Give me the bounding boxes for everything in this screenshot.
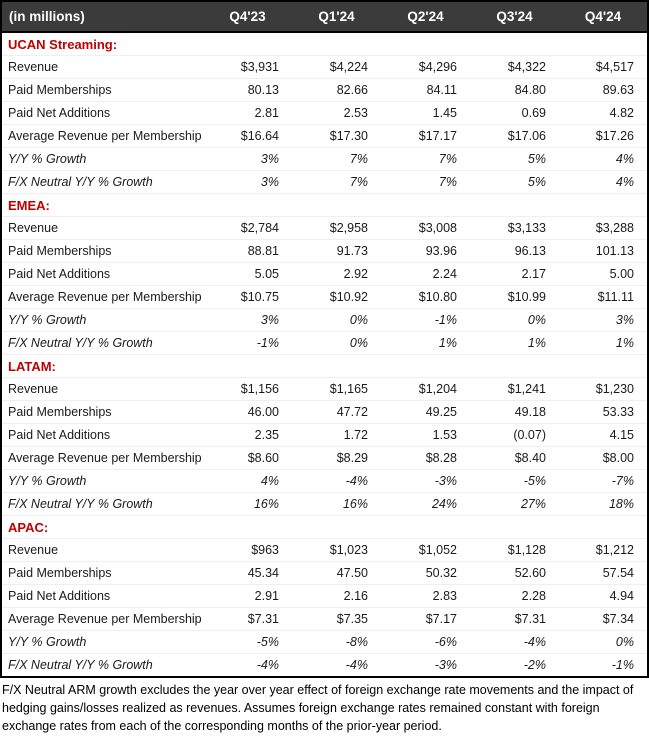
value-cell: -5% xyxy=(470,470,559,493)
table-row xyxy=(1,493,648,516)
value-cell: 4% xyxy=(559,148,648,171)
value-cell: 0% xyxy=(470,309,559,332)
value-cell: $10.92 xyxy=(292,286,381,309)
value-cell: (0.07) xyxy=(470,424,559,447)
value-cell: 16% xyxy=(203,493,292,516)
value-cell: 1% xyxy=(381,332,470,355)
value-cell: 3% xyxy=(203,148,292,171)
value-cell: 2.24 xyxy=(381,263,470,286)
value-cell: 2.35 xyxy=(203,424,292,447)
table-row xyxy=(1,148,648,171)
value-cell: 7% xyxy=(381,171,470,194)
value-cell: 2.28 xyxy=(470,585,559,608)
value-cell: $1,212 xyxy=(559,539,648,562)
value-cell: -8% xyxy=(292,631,381,654)
value-cell: 45.34 xyxy=(203,562,292,585)
row-label: Average Revenue per Membership xyxy=(1,608,203,631)
value-cell: 47.50 xyxy=(292,562,381,585)
row-label: Paid Memberships xyxy=(1,79,203,102)
value-cell: 2.92 xyxy=(292,263,381,286)
value-cell: $1,165 xyxy=(292,378,381,401)
value-cell: $10.80 xyxy=(381,286,470,309)
value-cell: 53.33 xyxy=(559,401,648,424)
column-header-q2-24: Q2'24 xyxy=(381,1,470,32)
row-label: F/X Neutral Y/Y % Growth xyxy=(1,332,203,355)
value-cell: 18% xyxy=(559,493,648,516)
value-cell: -4% xyxy=(292,470,381,493)
value-cell: $7.31 xyxy=(470,608,559,631)
table-row xyxy=(1,562,648,585)
value-cell: $10.99 xyxy=(470,286,559,309)
value-cell: 84.80 xyxy=(470,79,559,102)
section-title: UCAN Streaming: xyxy=(1,32,648,56)
value-cell: $17.06 xyxy=(470,125,559,148)
row-label: Paid Memberships xyxy=(1,240,203,263)
value-cell: 2.16 xyxy=(292,585,381,608)
table-row xyxy=(1,102,648,125)
value-cell: $2,784 xyxy=(203,217,292,240)
table-row xyxy=(1,631,648,654)
value-cell: 0% xyxy=(292,332,381,355)
value-cell: 2.53 xyxy=(292,102,381,125)
value-cell: 49.25 xyxy=(381,401,470,424)
value-cell: 5.00 xyxy=(559,263,648,286)
section-title: EMEA: xyxy=(1,194,648,217)
row-label: Revenue xyxy=(1,56,203,79)
value-cell: 24% xyxy=(381,493,470,516)
value-cell: -3% xyxy=(381,470,470,493)
value-cell: 52.60 xyxy=(470,562,559,585)
row-label: Y/Y % Growth xyxy=(1,631,203,654)
row-label: Y/Y % Growth xyxy=(1,470,203,493)
table-row xyxy=(1,240,648,263)
units-label: (in millions) xyxy=(1,1,203,32)
value-cell: 80.13 xyxy=(203,79,292,102)
value-cell: 4.82 xyxy=(559,102,648,125)
value-cell: $1,156 xyxy=(203,378,292,401)
row-label: Revenue xyxy=(1,217,203,240)
value-cell: 91.73 xyxy=(292,240,381,263)
value-cell: 93.96 xyxy=(381,240,470,263)
table-row xyxy=(1,424,648,447)
table-row xyxy=(1,585,648,608)
value-cell: $10.75 xyxy=(203,286,292,309)
value-cell: $963 xyxy=(203,539,292,562)
section-header-row xyxy=(1,516,648,539)
value-cell: -4% xyxy=(470,631,559,654)
value-cell: 1.53 xyxy=(381,424,470,447)
value-cell: -6% xyxy=(381,631,470,654)
table-row xyxy=(1,539,648,562)
row-label: Paid Net Additions xyxy=(1,424,203,447)
column-header-q4-24: Q4'24 xyxy=(559,1,648,32)
row-label: Paid Memberships xyxy=(1,401,203,424)
value-cell: 5% xyxy=(470,171,559,194)
column-header-q3-24: Q3'24 xyxy=(470,1,559,32)
row-label: Average Revenue per Membership xyxy=(1,286,203,309)
value-cell: 4% xyxy=(203,470,292,493)
value-cell: 2.17 xyxy=(470,263,559,286)
value-cell: 57.54 xyxy=(559,562,648,585)
column-header-q4-23: Q4'23 xyxy=(203,1,292,32)
value-cell: -1% xyxy=(381,309,470,332)
value-cell: 1% xyxy=(559,332,648,355)
value-cell: 4.94 xyxy=(559,585,648,608)
row-label: Average Revenue per Membership xyxy=(1,447,203,470)
table-row xyxy=(1,654,648,678)
table-row xyxy=(1,608,648,631)
table-row xyxy=(1,79,648,102)
value-cell: $4,224 xyxy=(292,56,381,79)
row-label: Y/Y % Growth xyxy=(1,309,203,332)
section-header-row xyxy=(1,355,648,378)
table-row xyxy=(1,263,648,286)
value-cell: $7.35 xyxy=(292,608,381,631)
section-header-row xyxy=(1,194,648,217)
value-cell: 7% xyxy=(381,148,470,171)
value-cell: 1.72 xyxy=(292,424,381,447)
value-cell: $11.11 xyxy=(559,286,648,309)
value-cell: -5% xyxy=(203,631,292,654)
row-label: Y/Y % Growth xyxy=(1,148,203,171)
value-cell: 47.72 xyxy=(292,401,381,424)
value-cell: 2.91 xyxy=(203,585,292,608)
value-cell: 0% xyxy=(292,309,381,332)
value-cell: $1,204 xyxy=(381,378,470,401)
row-label: Paid Net Additions xyxy=(1,263,203,286)
value-cell: -2% xyxy=(470,654,559,678)
value-cell: $1,241 xyxy=(470,378,559,401)
table-row xyxy=(1,309,648,332)
value-cell: 3% xyxy=(203,171,292,194)
value-cell: 89.63 xyxy=(559,79,648,102)
table-header-row xyxy=(1,1,648,32)
value-cell: -1% xyxy=(559,654,648,678)
value-cell: $3,931 xyxy=(203,56,292,79)
value-cell: 7% xyxy=(292,171,381,194)
table-row xyxy=(1,470,648,493)
table-row xyxy=(1,378,648,401)
row-label: Paid Net Additions xyxy=(1,585,203,608)
value-cell: 3% xyxy=(559,309,648,332)
value-cell: $17.26 xyxy=(559,125,648,148)
value-cell: 5% xyxy=(470,148,559,171)
value-cell: 2.83 xyxy=(381,585,470,608)
table-row xyxy=(1,401,648,424)
value-cell: 82.66 xyxy=(292,79,381,102)
table-row xyxy=(1,447,648,470)
value-cell: $7.17 xyxy=(381,608,470,631)
value-cell: 1.45 xyxy=(381,102,470,125)
value-cell: -3% xyxy=(381,654,470,678)
value-cell: 4.15 xyxy=(559,424,648,447)
value-cell: 0% xyxy=(559,631,648,654)
value-cell: 49.18 xyxy=(470,401,559,424)
value-cell: 1% xyxy=(470,332,559,355)
value-cell: 5.05 xyxy=(203,263,292,286)
table-row xyxy=(1,125,648,148)
table-row xyxy=(1,171,648,194)
value-cell: $4,296 xyxy=(381,56,470,79)
value-cell: $2,958 xyxy=(292,217,381,240)
value-cell: $4,322 xyxy=(470,56,559,79)
value-cell: 50.32 xyxy=(381,562,470,585)
section-title: LATAM: xyxy=(1,355,648,378)
row-label: F/X Neutral Y/Y % Growth xyxy=(1,171,203,194)
value-cell: $16.64 xyxy=(203,125,292,148)
value-cell: $17.30 xyxy=(292,125,381,148)
value-cell: 2.81 xyxy=(203,102,292,125)
footnote-text: F/X Neutral ARM growth excludes the year over year effect of foreign exchange rate movements and the impact of hedging gains/losses realized as revenues. Assumes foreign exchange rates remained constant with foreign exchange rates from each of the corresponding months of the prior-year period. xyxy=(2,683,634,733)
value-cell: 0.69 xyxy=(470,102,559,125)
value-cell: 27% xyxy=(470,493,559,516)
column-header-q1-24: Q1'24 xyxy=(292,1,381,32)
value-cell: $8.00 xyxy=(559,447,648,470)
value-cell: 7% xyxy=(292,148,381,171)
value-cell: 4% xyxy=(559,171,648,194)
table-row xyxy=(1,56,648,79)
value-cell: $7.31 xyxy=(203,608,292,631)
value-cell: $8.60 xyxy=(203,447,292,470)
value-cell: $8.28 xyxy=(381,447,470,470)
table-row xyxy=(1,286,648,309)
value-cell: -4% xyxy=(292,654,381,678)
value-cell: $17.17 xyxy=(381,125,470,148)
row-label: F/X Neutral Y/Y % Growth xyxy=(1,493,203,516)
value-cell: 46.00 xyxy=(203,401,292,424)
row-label: F/X Neutral Y/Y % Growth xyxy=(1,654,203,678)
value-cell: 84.11 xyxy=(381,79,470,102)
value-cell: $3,008 xyxy=(381,217,470,240)
value-cell: $1,052 xyxy=(381,539,470,562)
value-cell: 16% xyxy=(292,493,381,516)
row-label: Paid Memberships xyxy=(1,562,203,585)
value-cell: $8.29 xyxy=(292,447,381,470)
value-cell: 96.13 xyxy=(470,240,559,263)
section-title: APAC: xyxy=(1,516,648,539)
table-row xyxy=(1,217,648,240)
value-cell: 101.13 xyxy=(559,240,648,263)
value-cell: $1,128 xyxy=(470,539,559,562)
value-cell: 3% xyxy=(203,309,292,332)
value-cell: $3,133 xyxy=(470,217,559,240)
section-header-row xyxy=(1,32,648,56)
value-cell: -1% xyxy=(203,332,292,355)
row-label: Paid Net Additions xyxy=(1,102,203,125)
value-cell: $4,517 xyxy=(559,56,648,79)
row-label: Average Revenue per Membership xyxy=(1,125,203,148)
value-cell: $7.34 xyxy=(559,608,648,631)
value-cell: $3,288 xyxy=(559,217,648,240)
value-cell: -4% xyxy=(203,654,292,678)
value-cell: $1,230 xyxy=(559,378,648,401)
value-cell: 88.81 xyxy=(203,240,292,263)
table-row xyxy=(1,332,648,355)
value-cell: -7% xyxy=(559,470,648,493)
row-label: Revenue xyxy=(1,539,203,562)
value-cell: $1,023 xyxy=(292,539,381,562)
value-cell: $8.40 xyxy=(470,447,559,470)
row-label: Revenue xyxy=(1,378,203,401)
